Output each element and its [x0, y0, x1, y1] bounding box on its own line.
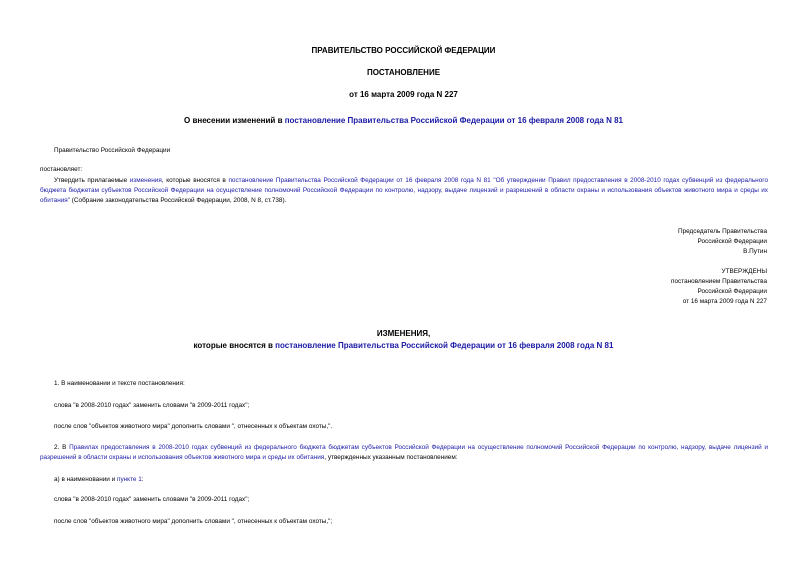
item-1-a: слова "в 2008-2010 годах" заменить словами "в 2009-2011 годах"; [54, 402, 250, 409]
item-2-a-1: слова "в 2008-2010 годах" заменить словами "в 2009-2011 годах"; [54, 496, 250, 503]
approved-label: УТВЕРЖДЕНЫ [721, 268, 767, 275]
item-1-b: после слов "объектов животного мира" дополнить словами ", отнесенных к объектам охоты,". [54, 423, 333, 430]
changes-sub-prefix: которые вносятся в [193, 341, 276, 350]
intro-government: Правительство Российской Федерации [54, 147, 171, 154]
item-2-a-suffix: : [141, 476, 144, 483]
para1-text-b: , которые вносятся в [161, 177, 229, 184]
item-2-suffix: , утвержденных указанным постановлением: [324, 454, 458, 461]
item-2-a [54, 476, 144, 483]
item-2-a-2: после слов "объектов животного мира" дополнить словами ", отнесенных к объектам охоты,"; [54, 518, 333, 525]
rules-link[interactable]: Правилах предоставления в 2008-2010 годах субвенций из федерального бюджета бюджетам субъектов Российской Федерации на осуществление полномочий Российской Федерации по контролю, надзору, выдаче лицензий и разрешений в области охраны и использования объектов животного мира и среды их обитания [40, 444, 768, 461]
item-2-prefix: 2. В [54, 444, 70, 451]
document-type: ПОСТАНОВЛЕНИЕ [366, 68, 441, 77]
changes-link[interactable]: изменения [129, 177, 162, 184]
item-1: 1. В наименовании и тексте постановления: [54, 380, 185, 387]
title-prefix: О внесении изменений в [184, 116, 285, 125]
item-2-a-prefix: а) в наименовании и [54, 476, 117, 483]
document-title [0, 116, 807, 125]
para1-text-c: (Собрание законодательства Российской Федерации, 2008, N 8, ст.738). [70, 197, 287, 204]
approved-by: постановлением Правительства [671, 278, 767, 285]
point-1-link[interactable]: пункте 1 [116, 476, 142, 483]
changes-heading: ИЗМЕНЕНИЯ, [376, 329, 431, 338]
government-heading: ПРАВИТЕЛЬСТВО РОССИЙСКОЙ ФЕДЕРАЦИИ [311, 46, 496, 55]
changes-sub-link[interactable]: постановление Правительства Российской Федерации от 16 февраля 2008 года N 81 [275, 341, 614, 350]
item-2 [40, 443, 768, 463]
signature-title-1: Председатель Правительства [678, 228, 767, 235]
decree-link[interactable]: постановление Правительства Российской Федерации от 16 февраля 2008 года N 81 "Об утверждении Правил предоставления в 2008-2010 годах субвенций из федерального бюджета бюджетам субъектов Российской Федерации на осуществление полномочий Российской Федерации по контролю, надзору, выдаче лицензий и разрешений в области охраны и использования объектов животного мира и среды их обитания" [40, 177, 768, 204]
approved-country: Российской Федерации [697, 288, 767, 295]
title-link[interactable]: постановление Правительства Российской Федерации от 16 февраля 2008 года N 81 [284, 116, 623, 125]
signature-title-2: Российской Федерации [697, 238, 767, 245]
intro-decrees: постановляет: [40, 166, 83, 173]
paragraph-approve [40, 176, 768, 206]
changes-subheading [0, 341, 807, 350]
signature-name: В.Путин [743, 248, 767, 255]
document-date: от 16 марта 2009 года N 227 [349, 90, 458, 99]
para1-text-a: Утвердить прилагаемые [54, 177, 130, 184]
approved-date: от 16 марта 2009 года N 227 [682, 298, 767, 305]
